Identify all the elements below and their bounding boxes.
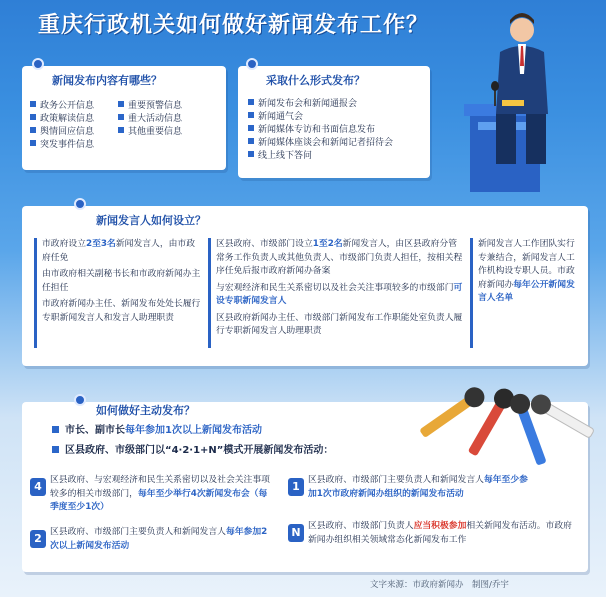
bullet-icon xyxy=(248,112,254,118)
active-item-2: 区县政府、市级部门主要负责人和新闻发言人每年参加2次以上新闻发布活动 xyxy=(50,527,268,551)
bullet-icon xyxy=(118,101,124,107)
bullet-icon xyxy=(30,114,36,120)
pin-icon xyxy=(74,394,86,406)
paragraph: 区县政府新闻办主任、市级部门新闻发布工作职能处室负责人履行专职新闻发言人助理职责 xyxy=(216,312,463,336)
list-item: 政务公开信息 xyxy=(30,100,120,113)
paragraph: 市政府设立2至3名新闻发言人，由市政府任免 xyxy=(42,239,196,263)
list-item: 新闻发布会和新闻通报会 xyxy=(248,98,428,111)
pin-icon xyxy=(74,198,86,210)
page-title: 重庆行政机关如何做好新闻发布工作？ xyxy=(38,12,430,38)
column-divider xyxy=(34,238,37,348)
list-item: 线上线下答问 xyxy=(248,150,428,163)
list-item: 政策解读信息 xyxy=(30,113,120,126)
credit-text: 文字来源：市政府新闻办 制图/乔宇 xyxy=(370,580,509,590)
active-item-4: 区县政府、与宏观经济和民生关系密切以及社会关注事项较多的相关市级部门，每年至少举行4次新闻发布会（每季度至少1次） xyxy=(50,475,270,512)
spokesman-col-team xyxy=(478,238,582,306)
spokesman-card-title: 新闻发言人如何设立？ xyxy=(96,214,206,227)
list-item: 新闻媒体专访和书面信息发布 xyxy=(248,124,428,137)
badge-2: 2 xyxy=(30,530,46,548)
badge-4: 4 xyxy=(30,478,46,496)
list-item: 重要预警信息 xyxy=(118,100,218,113)
column-divider xyxy=(470,238,473,348)
list-item: 突发事件信息 xyxy=(30,139,120,152)
active-card-title: 如何做好主动发布？ xyxy=(96,404,195,417)
active-line-2: 区县政府、市级部门以“4·2·1+N”模式开展新闻发布活动： xyxy=(52,444,572,458)
form-list xyxy=(248,98,428,163)
pin-icon xyxy=(246,58,258,70)
bullet-icon xyxy=(118,127,124,133)
badge-1: 1 xyxy=(288,478,304,496)
paragraph: 新闻发言人工作团队实行专兼结合，新闻发言人工作机构设专职人员。市政府新闻办每年公开新闻发言人名单 xyxy=(478,239,575,303)
microphones-illustration xyxy=(392,364,602,474)
pin-icon xyxy=(32,58,44,70)
spokesman-col-city xyxy=(42,238,202,325)
speaker-illustration xyxy=(430,4,600,204)
bullet-icon xyxy=(248,151,254,157)
bullet-icon xyxy=(52,446,59,453)
bullet-icon xyxy=(30,101,36,107)
badge-n: N xyxy=(288,524,304,542)
list-item: 新闻通气会 xyxy=(248,111,428,124)
bullet-icon xyxy=(118,114,124,120)
column-divider xyxy=(208,238,211,348)
active-item-1: 区县政府、市级部门主要负责人和新闻发言人每年至少参加1次市政府新闻办组织的新闻发布活动 xyxy=(308,475,528,499)
list-item: 重大活动信息 xyxy=(118,113,218,126)
content-list-1 xyxy=(30,100,120,152)
paragraph: 由市政府相关副秘书长和市政府新闻办主任担任 xyxy=(42,269,201,293)
bullet-icon xyxy=(248,99,254,105)
bullet-icon xyxy=(30,127,36,133)
list-item: 其他重要信息 xyxy=(118,126,218,139)
list-item: 新闻媒体座谈会和新闻记者招待会 xyxy=(248,137,428,150)
bullet-icon xyxy=(248,125,254,131)
bullet-icon xyxy=(52,426,59,433)
active-item-n: 区县政府、市级部门负责人应当积极参加相关新闻发布活动。市政府新闻办组织相关领域常态化新闻发布工作 xyxy=(308,521,572,545)
list-item: 舆情回应信息 xyxy=(30,126,120,139)
content-card-title: 新闻发布内容有哪些？ xyxy=(52,74,162,87)
paragraph: 市政府新闻办主任、新闻发布处处长履行专职新闻发言人和发言人助理职责 xyxy=(42,299,201,323)
content-list-2 xyxy=(118,100,218,139)
bullet-icon xyxy=(248,138,254,144)
bullet-icon xyxy=(30,140,36,146)
paragraph: 与宏观经济和民生关系密切以及社会关注事项较多的市级部门可设专职新闻发言人 xyxy=(216,282,463,306)
form-card-title: 采取什么形式发布？ xyxy=(266,74,365,87)
active-line-1: 市长、副市长每年参加1次以上新闻发布活动 xyxy=(52,424,572,438)
spokesman-col-district xyxy=(216,238,464,339)
paragraph: 区县政府、市级部门设立1至2名新闻发言人，由区县政府分管常务工作负责人或其他负责人、市级部门负责人担任，按相关程序任免后报市政府新闻办备案 xyxy=(216,239,463,276)
